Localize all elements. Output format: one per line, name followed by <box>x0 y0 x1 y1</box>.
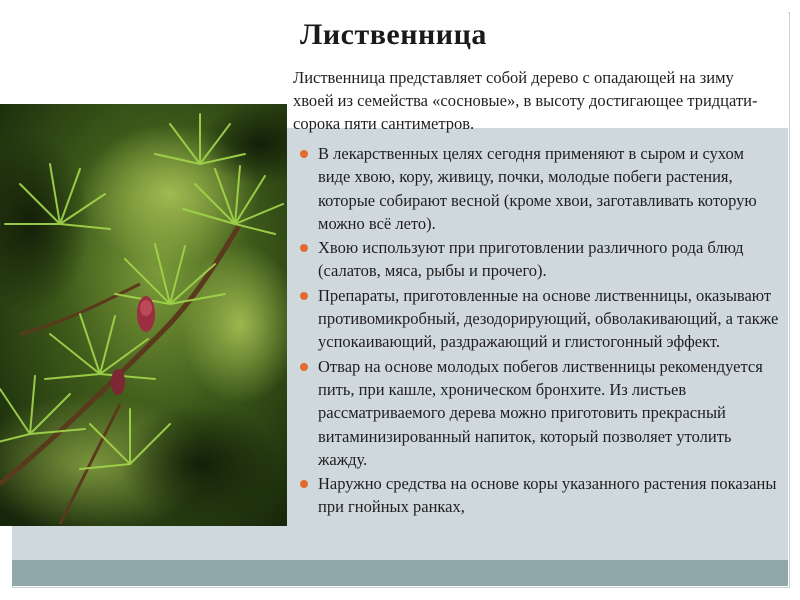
bullet-list <box>300 142 780 520</box>
intro-paragraph: Лиственница представляет собой дерево с опадающей на зиму хвоей из семейства «сосновые», в высоту достигающее тридцати-сорока пяти сантиметров. <box>293 68 758 133</box>
orange-dot-bullet-icon <box>300 150 308 158</box>
bullet-text: Хвою используют при приготовлении различного рода блюд (салатов, мяса, рыбы и прочего). <box>318 238 744 281</box>
list-item <box>300 355 780 471</box>
orange-dot-bullet-icon <box>300 292 308 300</box>
orange-dot-bullet-icon <box>300 244 308 252</box>
list-item <box>300 472 780 519</box>
list-item <box>300 142 780 235</box>
orange-dot-bullet-icon <box>300 480 308 488</box>
larch-branch-photo <box>0 104 287 526</box>
slide-title: Лиственница <box>300 18 487 51</box>
orange-dot-bullet-icon <box>300 363 308 371</box>
list-item <box>300 236 780 283</box>
larch-photo-illustration <box>0 104 287 526</box>
bullet-text: Наружно средства на основе коры указанного растения показаны при гнойных ранках, <box>318 474 777 517</box>
bullet-text: В лекарственных целях сегодня применяют в сыром и сухом виде хвою, кору, живицу, почки, молодые побеги растения, которые собирают весной (кроме хвои, заготавливать которую можно всё лето). <box>318 144 757 233</box>
bullet-text: Отвар на основе молодых побегов лиственницы рекомендуется пить, при кашле, хроническом бронхите. Из листьев рассматриваемого дерева можно приготовить прекрасный витаминизированный напиток, который позволяет утолить жажду. <box>318 356 763 469</box>
slide-footer-strip <box>12 560 788 586</box>
list-item <box>300 284 780 354</box>
bullet-text: Препараты, приготовленные на основе лиственницы, оказывают противомикробный, дезодорирующий, обволакивающий, а также успокаивающий, раздражающий и глистогонный эффект. <box>318 285 779 352</box>
